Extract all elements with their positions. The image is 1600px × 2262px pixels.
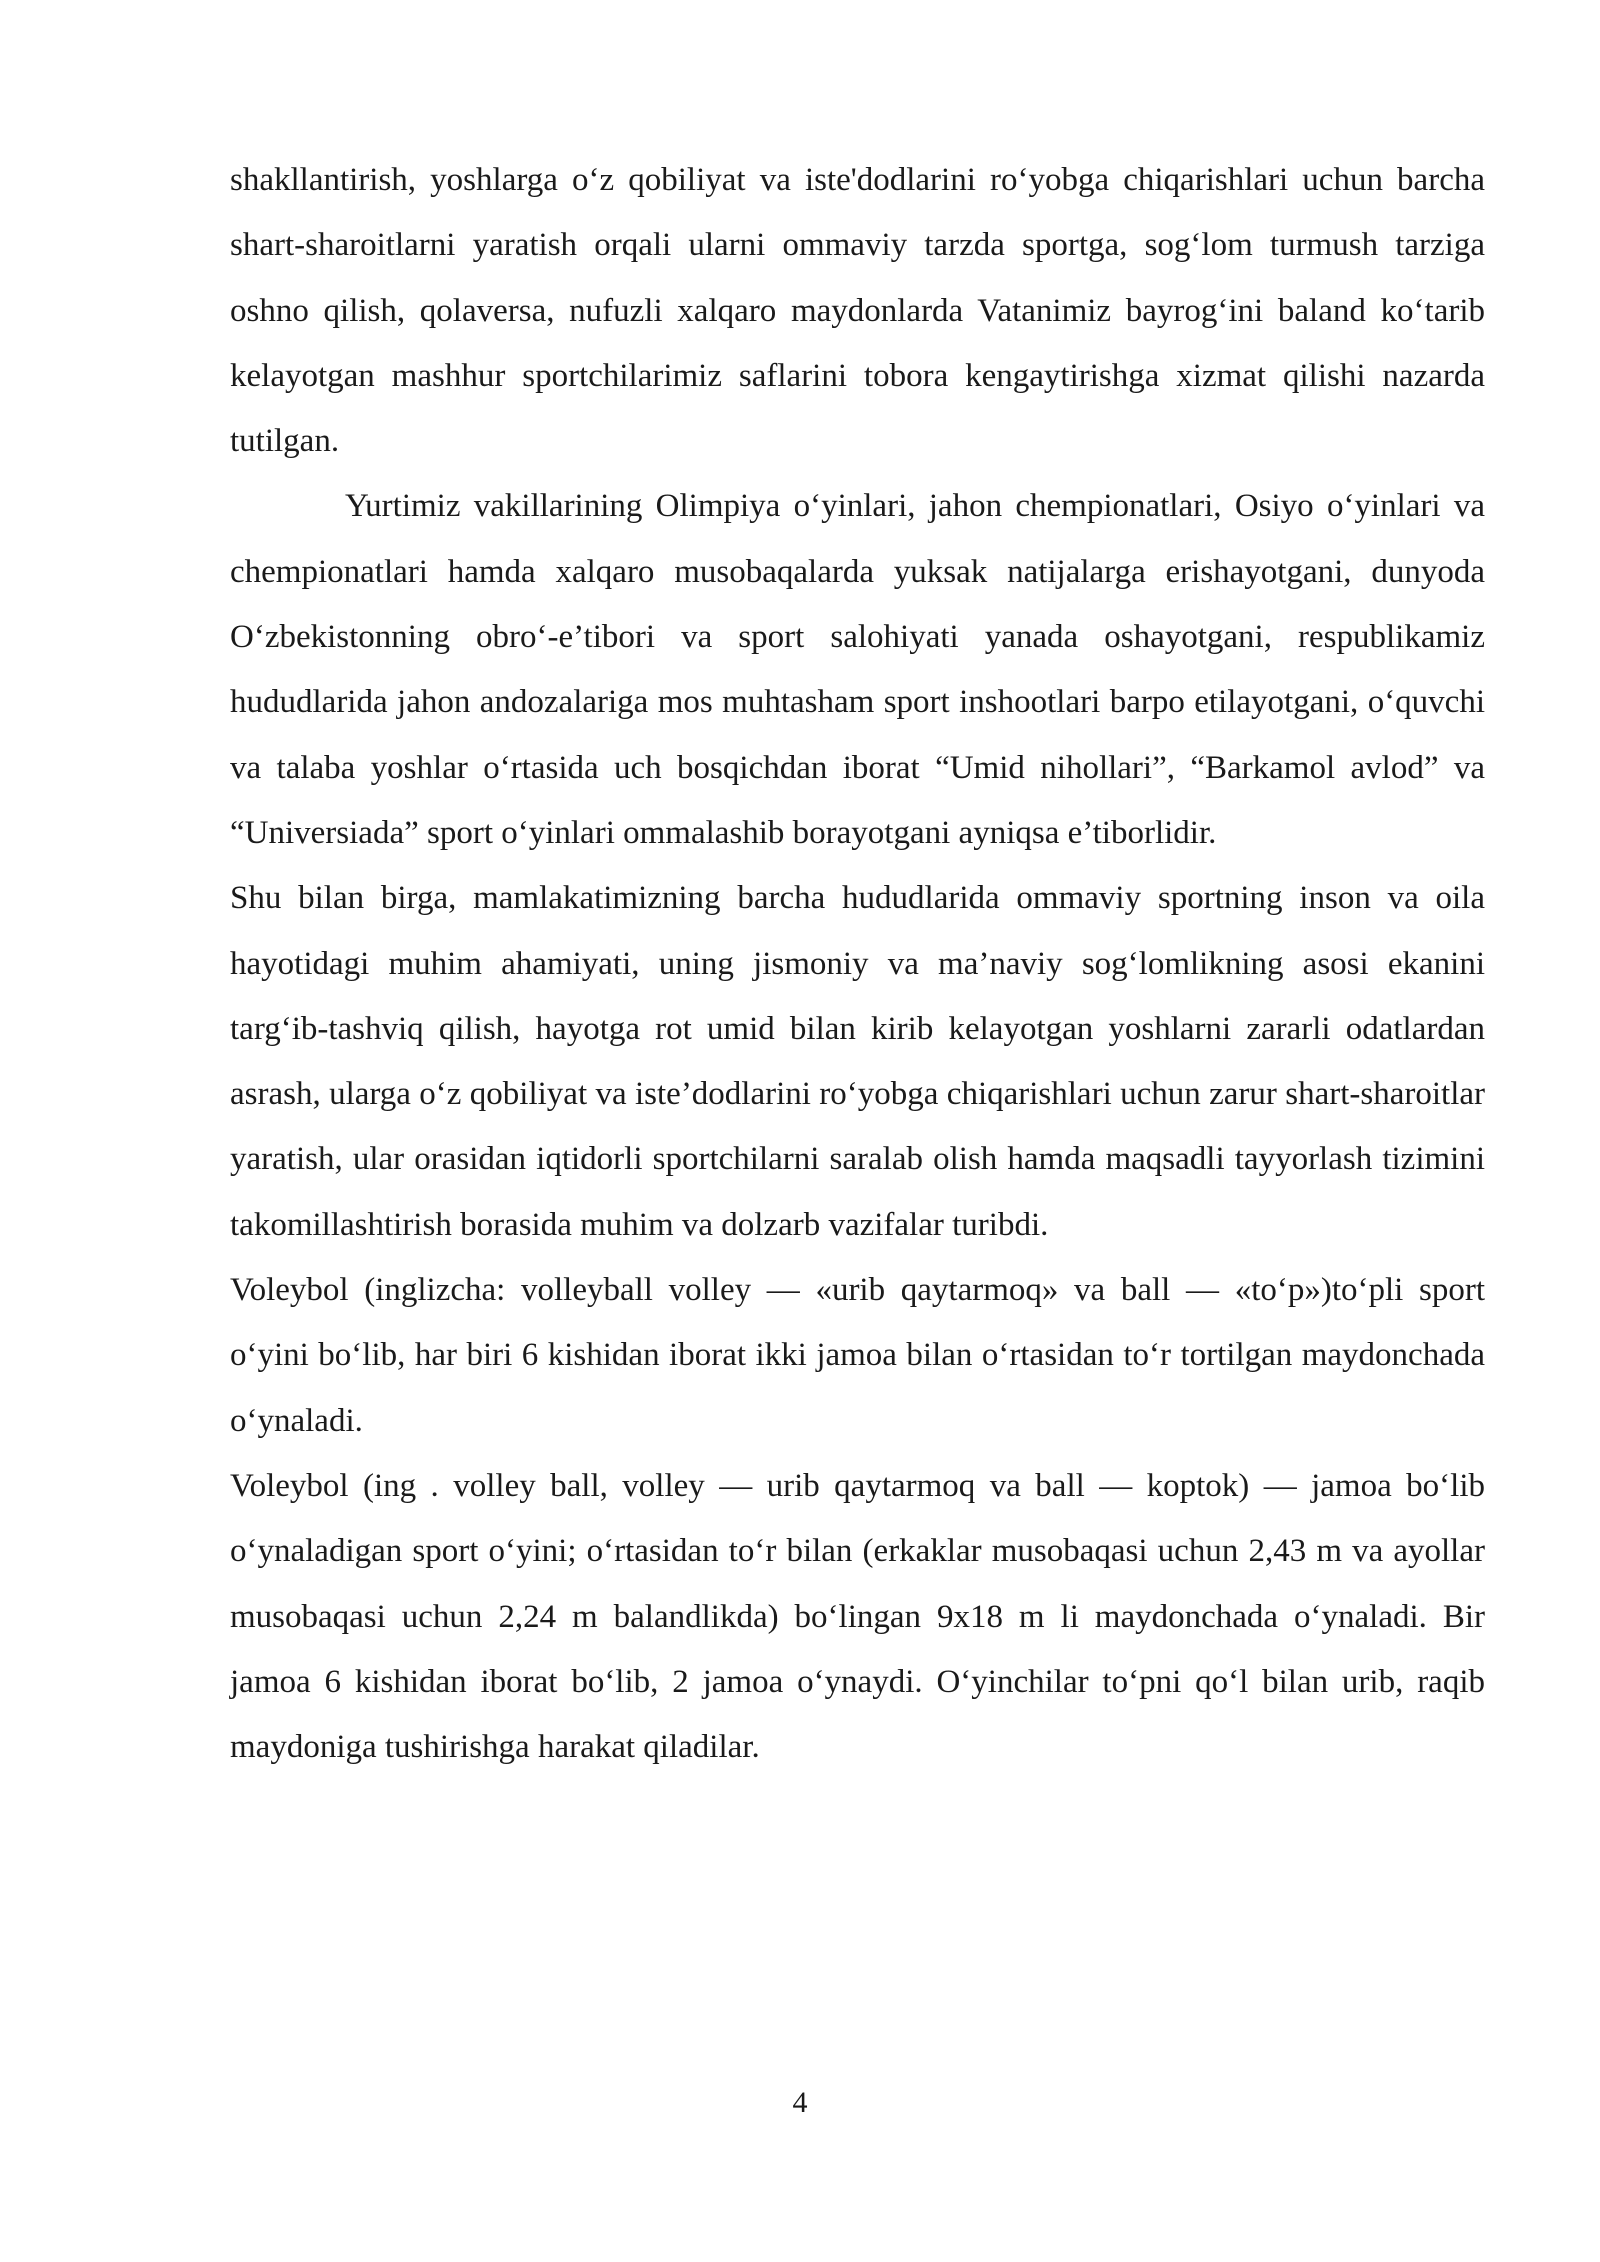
paragraph-4: Voleybol (inglizcha: volleyball volley — «urib qaytarmoq» va ball — «to‘p»)to‘pli sport o‘yini bo‘lib, har biri 6 kishidan iborat ikki jamoa bilan o‘rtasidan to‘r tortilgan maydonchada o‘ynaladi.: [230, 1272, 1485, 1439]
body-text: [230, 148, 1485, 1780]
paragraph-2: Yurtimiz vakillarining Olimpiya o‘yinlari, jahon chempionatlari, Osiyo o‘yinlari va chempionatlari hamda xalqaro musobaqalarda yuksak natijalarga erishayotgani, dunyoda O‘zbekistonning obro‘-e’tibori va sport salohiyati yanada oshayotgani, respublikamiz hududlarida jahon andozalariga mos muhtasham sport inshootlari barpo etilayotgani, o‘quvchi va talaba yoshlar o‘rtasida uch bosqichdan iborat “Umid nihollari”, “Barkamol avlod” va “Universiada” sport o‘yinlari ommalashib borayotgani ayniqsa e’tiborlidir.: [230, 488, 1485, 851]
paragraph-5: Voleybol (ing . volley ball, volley — urib qaytarmoq va ball — koptok) — jamoa bo‘lib o‘ynaladigan sport o‘yini; o‘rtasidan to‘r bilan (erkaklar musobaqasi uchun 2,43 m va ayollar musobaqasi uchun 2,24 m balandlikda) bo‘lingan 9x18 m li maydonchada o‘ynaladi. Bir jamoa 6 kishidan iborat bo‘lib, 2 jamoa o‘ynaydi. O‘yinchilar to‘pni qo‘l bilan urib, raqib maydoniga tushirishga harakat qiladilar.: [230, 1467, 1485, 1766]
page-number: 4: [792, 2086, 808, 2119]
paragraph-1: shakllantirish, yoshlarga o‘z qobiliyat va iste'dodlarini ro‘yobga chiqarishlari uchun barcha shart-sharoitlarni yaratish orqali ularni ommaviy tarzda sportga, sog‘lom turmush tarziga oshno qilish, qolaversa, nufuzli xalqaro maydonlarda Vatanimiz bayrog‘ini baland ko‘tarib kelayotgan mashhur sportchilarimiz saflarini tobora kengaytirishga xizmat qilishi nazarda tutilgan.: [230, 162, 1485, 460]
paragraph-3: Shu bilan birga, mamlakatimizning barcha hududlarida ommaviy sportning inson va oila hayotidagi muhim ahamiyati, uning jismoniy va ma’naviy sog‘lomlikning asosi ekanini targ‘ib-tashviq qilish, hayotga rot umid bilan kirib kelayotgan yoshlarni zararli odatlardan asrash, ularga o‘z qobiliyat va iste’dodlarini ro‘yobga chiqarishlari uchun zarur shart-sharoitlar yaratish, ular orasidan iqtidorli sportchilarni saralab olish hamda maqsadli tayyorlash tizimini takomillashtirish borasida muhim va dolzarb vazifalar turibdi.: [230, 880, 1485, 1243]
